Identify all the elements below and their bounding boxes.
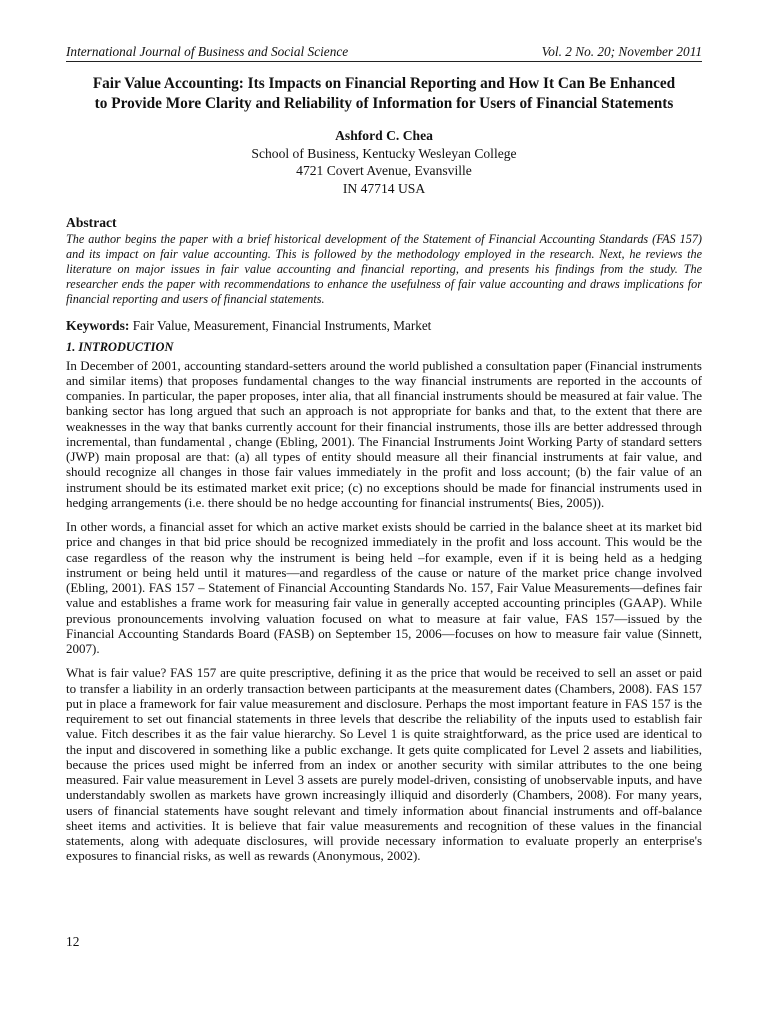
author-block [66, 127, 702, 197]
title-line-2: to Provide More Clarity and Reliability of Information for Users of Financial Statements [94, 95, 674, 112]
body-paragraph: What is fair value? FAS 157 are quite prescriptive, defining it as the price that would be received to sell an asset or paid to transfer a liability in an orderly transaction between participants at the measurement dates (Chambers, 2008). FAS 157 put in place a framework for fair value measurement and disclosure. Perhaps the most important feature in FAS 157 is the requirement to set out financial statements in three levels that describe the reliability of the inputs used to establish fair value. Fitch describes it as the fair value hierarchy. So Level 1 is quite straightforward, as the price used are identical to the input and discovered in something like a public exchange. It gets quite complicated for Level 2 assets and liabilities, because the prices used might be inferred from an index or another security with similar attributes to the one being measured. Fair value measurement in Level 3 assets are purely model-driven, consisting of unobservable inputs, and have understandably swollen as markets have grown increasingly illiquid and disorderly (Chambers, 2008). For many years, users of financial statements have sought relevant and timely information about financial instruments and off-balance sheet items and activities. It is believe that fair value measurements and recognition of these values in the financial statements, along with adequate disclosures, will provide necessary information to evaluate properly an enterprise's exposures to financial risks, as well as rewards (Anonymous, 2002). [66, 665, 702, 864]
abstract-text: The author begins the paper with a brief historical development of the Statement of Financial Accounting Standards (FAS 157) and its impact on fair value accounting. This is followed by the methodology employed in the research. Next, he reviews the literature on major issues in fair value accounting and financial reporting, and presents his findings from the study. The researcher ends the paper with recommendations to enhance the usefulness of fair value accounting and draws implications for financial reporting and users of financial statements. [66, 232, 702, 306]
keywords-text: Fair Value, Measurement, Financial Instruments, Market [132, 317, 432, 333]
abstract-heading: Abstract [66, 215, 117, 230]
body-paragraph: In December of 2001, accounting standard-setters around the world published a consultation paper (Financial instruments and similar items) that proposes fundamental changes to the way financial instruments are reported in the accounts of companies. In particular, the paper proposes, inter alia, that all financial instruments should be measured at fair value. The banking sector has long argued that such an approach is not appropriate for banks and that, to the extent that there are weaknesses in the way that banks currently account for their financial instruments, those ills are better addressed through incremental, than fundamental , change (Ebling, 2001). The Financial Instruments Joint Working Party of standard setters (JWP) main proposal are that: (a) all types of entity should measure all their financial instruments at fair value, and should recognize all changes in those fair values immediately in the profit and loss account; (b) the fair value of an instrument should be its estimated market exit price; (c) no exceptions should be made for financial instruments used in hedging arrangements (i.e. there should be no hedge accounting for financial instruments( Bies, 2005)). [66, 357, 702, 510]
keywords-label: Keywords: [66, 317, 130, 333]
title-line-1: Fair Value Accounting: Its Impacts on Financial Reporting and How It Can Be Enhanced [92, 75, 676, 92]
page-number: 12 [66, 934, 80, 949]
author-name: Ashford C. Chea [335, 128, 433, 143]
header-rule [66, 61, 702, 62]
author-address-line-1: 4721 Covert Avenue, Evansville [296, 163, 472, 178]
author-address-line-2: IN 47714 USA [342, 180, 426, 196]
paper-title [66, 74, 702, 114]
section-heading-introduction: 1. INTRODUCTION [66, 339, 174, 354]
author-affiliation: School of Business, Kentucky Wesleyan College [251, 145, 517, 161]
issue-info: Vol. 2 No. 20; November 2011 [541, 44, 702, 59]
running-header [66, 44, 702, 60]
body-paragraph: In other words, a financial asset for which an active market exists should be carried in the balance sheet at its market bid price and changes in that bid price should be recognized immediately in the profit and loss account. This would be the case regardless of the reason why the instrument is being held –for example, even if it is being held as a hedging instrument or being held until it matures—and regardless of the cause or nature of the market price change involved (Ebling, 2001). FAS 157 – Statement of Financial Accounting Standards No. 157, Fair Value Measurements—defines fair value and establishes a frame work for measuring fair value in generally accepted accounting principles (GAAP). While previous pronouncements involving valuation focused on what to measure at fair value, FAS 157—issued by the Financial Accounting Standards Board (FASB) on September 15, 2006—focuses on how to measure fair value (Sinnett, 2007). [66, 519, 702, 657]
keywords [66, 317, 702, 334]
journal-name: International Journal of Business and Social Science [66, 44, 349, 59]
